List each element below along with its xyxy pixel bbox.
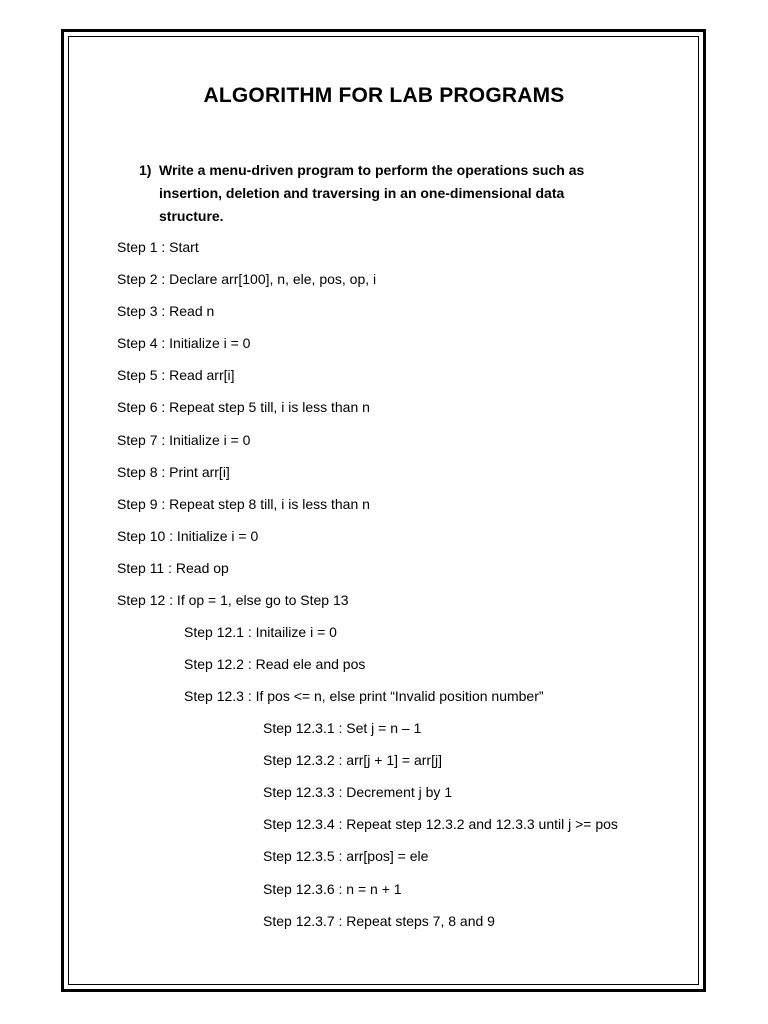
step-9: Step 9 : Repeat step 8 till, i is less than n (117, 496, 370, 512)
step-12-3-1: Step 12.3.1 : Set j = n – 1 (263, 720, 422, 736)
step-5: Step 5 : Read arr[i] (117, 367, 235, 383)
step-11: Step 11 : Read op (117, 560, 229, 576)
step-8: Step 8 : Print arr[i] (117, 464, 230, 480)
step-10: Step 10 : Initialize i = 0 (117, 528, 259, 544)
step-12-3-2: Step 12.3.2 : arr[j + 1] = arr[j] (263, 752, 442, 768)
step-1: Step 1 : Start (117, 239, 199, 255)
step-3: Step 3 : Read n (117, 303, 215, 319)
step-12-2: Step 12.2 : Read ele and pos (184, 656, 366, 672)
step-12-3-4: Step 12.3.4 : Repeat step 12.3.2 and 12.3.3 until j >= pos (263, 816, 618, 832)
question-1 (139, 159, 609, 228)
step-12-3-7: Step 12.3.7 : Repeat steps 7, 8 and 9 (263, 913, 495, 929)
step-2: Step 2 : Declare arr[100], n, ele, pos, op, i (117, 271, 377, 287)
step-12: Step 12 : If op = 1, else go to Step 13 (117, 592, 349, 608)
step-12-3: Step 12.3 : If pos <= n, else print “Invalid position number” (184, 688, 544, 704)
question-text: Write a menu-driven program to perform the operations such as insertion, deletion and traversing in an one-dimensional data structure. (159, 162, 585, 224)
step-12-3-5: Step 12.3.5 : arr[pos] = ele (263, 848, 429, 864)
question-number: 1) (139, 162, 152, 178)
step-12-3-3: Step 12.3.3 : Decrement j by 1 (263, 784, 453, 800)
page-title: ALGORITHM FOR LAB PROGRAMS (203, 84, 565, 107)
step-12-1: Step 12.1 : Initailize i = 0 (184, 624, 337, 640)
step-6: Step 6 : Repeat step 5 till, i is less than n (117, 399, 370, 415)
step-7: Step 7 : Initialize i = 0 (117, 432, 251, 448)
step-12-3-6: Step 12.3.6 : n = n + 1 (263, 881, 402, 897)
step-4: Step 4 : Initialize i = 0 (117, 335, 251, 351)
